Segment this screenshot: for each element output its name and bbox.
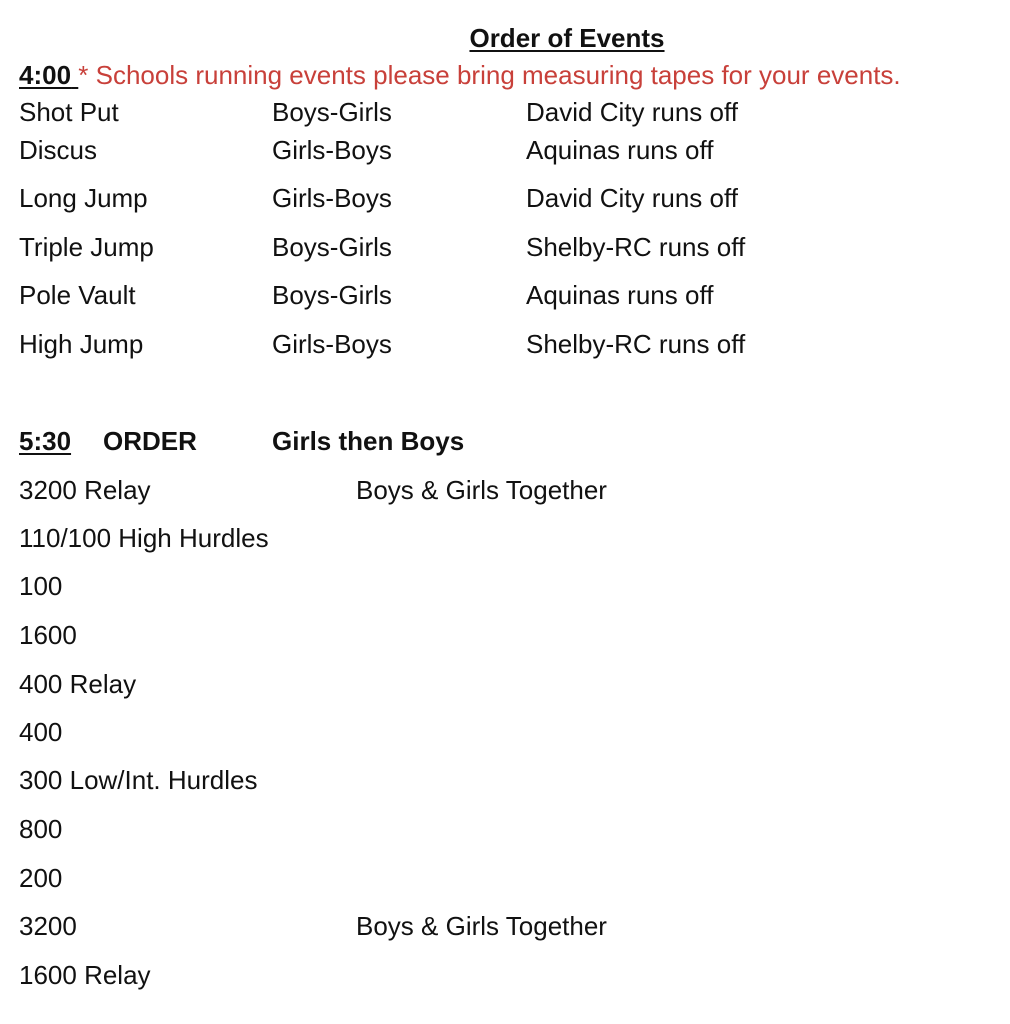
field-event-order: Girls-Boys [272, 183, 392, 213]
field-event-runs-off: David City runs off [526, 183, 738, 213]
track-event-name: 400 Relay [19, 669, 137, 699]
field-section-header [19, 59, 901, 91]
track-event-note: Boys & Girls Together [356, 475, 607, 505]
track-event-name: 110/100 High Hurdles [19, 523, 269, 553]
field-event-row [19, 279, 999, 311]
track-event-name: 300 Low/Int. Hurdles [19, 765, 258, 795]
track-section-gender-order: Girls then Boys [272, 426, 465, 456]
field-event-runs-off: Shelby-RC runs off [526, 329, 746, 359]
field-event-name: Discus [19, 135, 98, 165]
track-event-row [19, 764, 999, 796]
field-event-row [19, 96, 999, 128]
field-event-name: Shot Put [19, 97, 119, 127]
field-event-runs-off: David City runs off [526, 97, 738, 127]
track-event-row [19, 862, 999, 894]
track-event-name: 1600 Relay [19, 960, 151, 990]
track-event-row [19, 959, 999, 991]
field-event-order: Boys-Girls [272, 232, 392, 262]
field-event-name: Long Jump [19, 183, 148, 213]
track-event-row [19, 668, 999, 700]
track-event-name: 1600 [19, 620, 77, 650]
field-section-time: 4:00 [19, 60, 72, 90]
track-event-row [19, 910, 999, 942]
track-event-note: Boys & Girls Together [356, 911, 607, 941]
field-event-runs-off: Aquinas runs off [526, 280, 714, 310]
field-event-name: High Jump [19, 329, 144, 359]
track-event-name: 100 [19, 571, 63, 601]
track-event-name: 200 [19, 863, 63, 893]
track-section-header [19, 425, 999, 457]
track-event-row [19, 522, 999, 554]
track-event-row [19, 813, 999, 845]
field-event-order: Girls-Boys [272, 329, 392, 359]
field-section-note: * Schools running events please bring measuring tapes for your events. [78, 60, 901, 90]
field-event-row [19, 182, 999, 214]
field-event-row [19, 134, 999, 166]
track-event-name: 400 [19, 717, 63, 747]
page-title [0, 22, 1010, 54]
page-title-text: Order of Events [469, 23, 665, 53]
track-event-name: 800 [19, 814, 63, 844]
track-event-row [19, 619, 999, 651]
field-event-name: Pole Vault [19, 280, 136, 310]
field-event-runs-off: Aquinas runs off [526, 135, 714, 165]
field-event-row [19, 231, 999, 263]
field-event-order: Girls-Boys [272, 135, 392, 165]
track-section-time: 5:30 [19, 426, 72, 456]
track-event-row [19, 716, 999, 748]
field-event-order: Boys-Girls [272, 97, 392, 127]
track-event-row [19, 474, 999, 506]
track-event-name: 3200 [19, 911, 77, 941]
track-event-name: 3200 Relay [19, 475, 151, 505]
field-event-row [19, 328, 999, 360]
field-event-order: Boys-Girls [272, 280, 392, 310]
field-event-name: Triple Jump [19, 232, 154, 262]
field-event-runs-off: Shelby-RC runs off [526, 232, 746, 262]
track-section-order-label: ORDER [103, 426, 197, 456]
track-event-row [19, 570, 999, 602]
